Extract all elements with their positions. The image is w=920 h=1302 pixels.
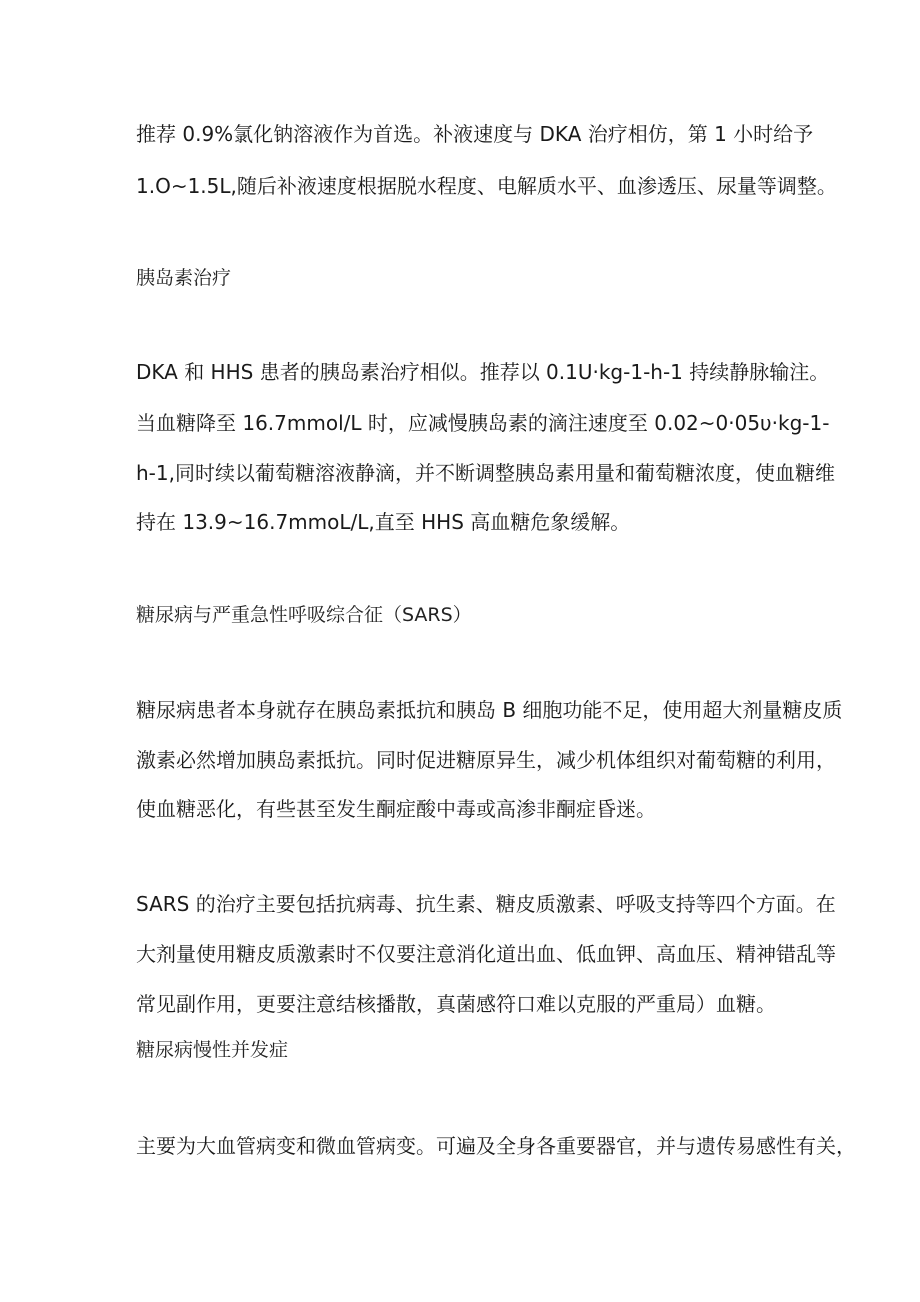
- paragraph-sars-line-3: 常见副作用，更要注意结核播散，真菌感符口难以克服的严重局）血糖。: [136, 992, 776, 1016]
- paragraph-diabetes-line-2: 激素必然增加胰岛素抵抗。同时促进糖原异生，减少机体组织对葡萄糖的利用，: [136, 748, 836, 772]
- paragraph-sars-line-1: SARS 的治疗主要包括抗病毒、抗生素、糖皮质激素、呼吸支持等四个方面。在: [136, 892, 836, 916]
- paragraph-fluid-line-1: 推荐 0.9%氯化钠溶液作为首选。补液速度与 DKA 治疗相仿，第 1 小时给予: [136, 122, 814, 146]
- heading-chronic-complications: 糖尿病慢性并发症: [136, 1039, 289, 1061]
- paragraph-fluid-line-2: 1.O~1.5L,随后补液速度根据脱水程度、电解质水平、血渗透压、尿量等调整。: [136, 174, 837, 198]
- paragraph-insulin-line-4: 持在 13.9~16.7mmoL/L,直至 HHS 高血糖危象缓解。: [136, 510, 631, 534]
- paragraph-insulin-line-3: h-1,同时续以葡萄糖溶液静滴，并不断调整胰岛素用量和葡萄糖浓度，使血糖维: [136, 461, 835, 485]
- paragraph-diabetes-line-3: 使血糖恶化，有些甚至发生酮症酸中毒或高渗非酮症昏迷。: [136, 797, 656, 821]
- paragraph-complications-line-1: 主要为大血管病变和微血管病变。可遍及全身各重要器官，并与遗传易感性有关，: [136, 1134, 856, 1158]
- paragraph-sars-line-2: 大剂量使用糖皮质激素时不仅要注意消化道出血、低血钾、高血压、精神错乱等: [136, 942, 836, 966]
- heading-insulin-therapy: 胰岛素治疗: [136, 267, 232, 289]
- heading-diabetes-sars: 糖尿病与严重急性呼吸综合征（SARS）: [136, 604, 472, 626]
- paragraph-insulin-line-2: 当血糖降至 16.7mmol/L 时，应减慢胰岛素的滴注速度至 0.02~0·05υ·kg-1-: [136, 411, 830, 435]
- paragraph-diabetes-line-1: 糖尿病患者本身就存在胰岛素抵抗和胰岛 B 细胞功能不足，使用超大剂量糖皮质: [136, 698, 843, 722]
- paragraph-insulin-line-1: DKA 和 HHS 患者的胰岛素治疗相似。推荐以 0.1U·kg-1-h-1 持续静脉输注。: [136, 360, 830, 384]
